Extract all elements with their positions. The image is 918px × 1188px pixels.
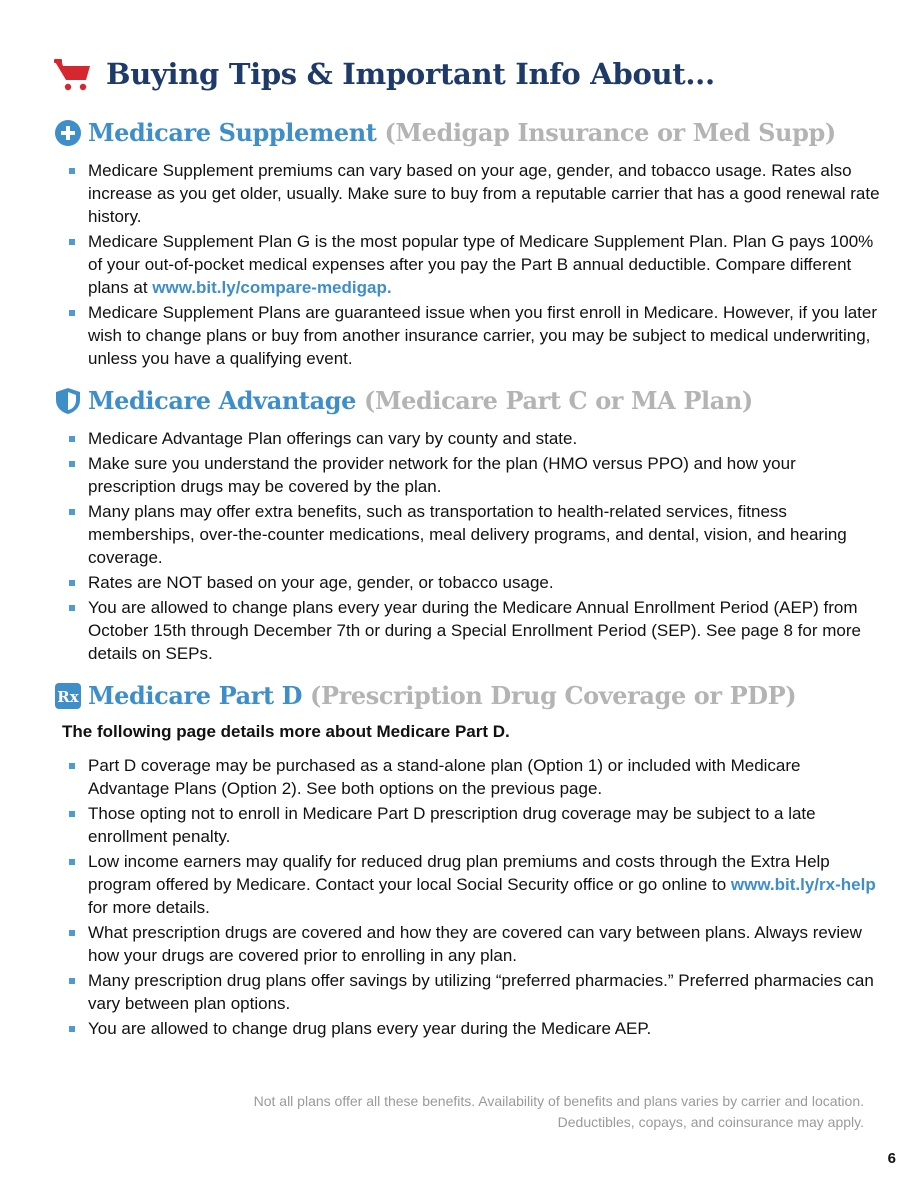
list-item: Medicare Supplement Plans are guaranteed issue when you first enroll in Medicare. However, if you later wish to change plans or buy from another insurance carrier, you may be subject to medical underwriting, unless you have a qualifying event.	[54, 301, 884, 370]
section-heading	[54, 681, 884, 710]
section-note: The following page details more about Medicare Part D.	[62, 722, 510, 741]
svg-text:Rx: Rx	[57, 687, 79, 706]
plus-circle-icon	[54, 119, 82, 147]
list-item-text: Low income earners may qualify for reduced drug plan premiums and costs through the Extra Help program offered by Medicare. Contact your local Social Security office or go online to	[88, 852, 830, 894]
section-title: Medicare Part D	[88, 681, 303, 710]
section-medicare-supplement	[54, 118, 884, 372]
list-item: Medicare Supplement premiums can vary based on your age, gender, and tobacco usage. Rates also increase as you get older, usually. Make sure to buy from a reputable carrier that has a good renewal rate history.	[54, 159, 884, 228]
section-subtitle: (Medicare Part C or MA Plan)	[363, 386, 753, 415]
list-item: Many plans may offer extra benefits, such as transportation to health-related services, fitness memberships, over-the-counter medications, meal delivery programs, and dental, vision, and hearing coverage.	[54, 500, 884, 569]
section-subtitle: (Medigap Insurance or Med Supp)	[384, 118, 836, 147]
bullet-list	[54, 754, 884, 1040]
section-title: Medicare Supplement	[88, 118, 377, 147]
section-heading	[54, 386, 884, 415]
list-item: Part D coverage may be purchased as a stand-alone plan (Option 1) or included with Medicare Advantage Plans (Option 2). See both options on the previous page.	[54, 754, 884, 800]
list-item: What prescription drugs are covered and how they are covered can vary between plans. Always review how your drugs are covered prior to enrolling in any plan.	[54, 921, 884, 967]
list-item: Rates are NOT based on your age, gender, or tobacco usage.	[54, 571, 884, 594]
list-item	[54, 230, 884, 299]
section-subtitle: (Prescription Drug Coverage or PDP)	[310, 681, 797, 710]
bullet-list	[54, 159, 884, 370]
list-item: Make sure you understand the provider network for the plan (HMO versus PPO) and how your prescription drugs may be covered by the plan.	[54, 452, 884, 498]
disclaimer	[254, 1091, 864, 1133]
compare-medigap-link[interactable]: www.bit.ly/compare-medigap.	[152, 278, 392, 297]
disclaimer-line: Not all plans offer all these benefits. Availability of benefits and plans varies by carrier and location.	[253, 1093, 864, 1109]
cart-icon	[52, 54, 92, 94]
list-item: You are allowed to change plans every year during the Medicare Annual Enrollment Period (AEP) from October 15th through December 7th or during a Special Enrollment Period (SEP). See page 8 for more details on SEPs.	[54, 596, 884, 665]
page-title: Buying Tips & Important Info About...	[106, 57, 715, 91]
page-header	[52, 54, 715, 94]
list-item-text: Medicare Supplement Plan G is the most popular type of Medicare Supplement Plan. Plan G pays 100% of your out-of-pocket medical expenses after you pay the Part B annual deductible. Compare different plans at	[88, 232, 874, 297]
section-title: Medicare Advantage	[88, 386, 357, 415]
section-medicare-advantage	[54, 386, 884, 667]
list-item-text: for more details.	[88, 898, 210, 917]
list-item: You are allowed to change drug plans every year during the Medicare AEP.	[54, 1017, 884, 1040]
bullet-list	[54, 427, 884, 665]
section-heading	[54, 118, 884, 147]
list-item	[54, 850, 884, 919]
shield-icon	[54, 387, 82, 415]
list-item: Many prescription drug plans offer savings by utilizing “preferred pharmacies.” Preferred pharmacies can vary between plan options.	[54, 969, 884, 1015]
disclaimer-line: Deductibles, copays, and coinsurance may apply.	[557, 1114, 864, 1130]
list-item: Medicare Advantage Plan offerings can vary by county and state.	[54, 427, 884, 450]
page-number: 6	[887, 1150, 896, 1167]
list-item: Those opting not to enroll in Medicare Part D prescription drug coverage may be subject to a late enrollment penalty.	[54, 802, 884, 848]
rx-icon	[54, 682, 82, 710]
rx-help-link[interactable]: www.bit.ly/rx-help	[730, 875, 876, 894]
section-medicare-part-d	[54, 681, 884, 1042]
